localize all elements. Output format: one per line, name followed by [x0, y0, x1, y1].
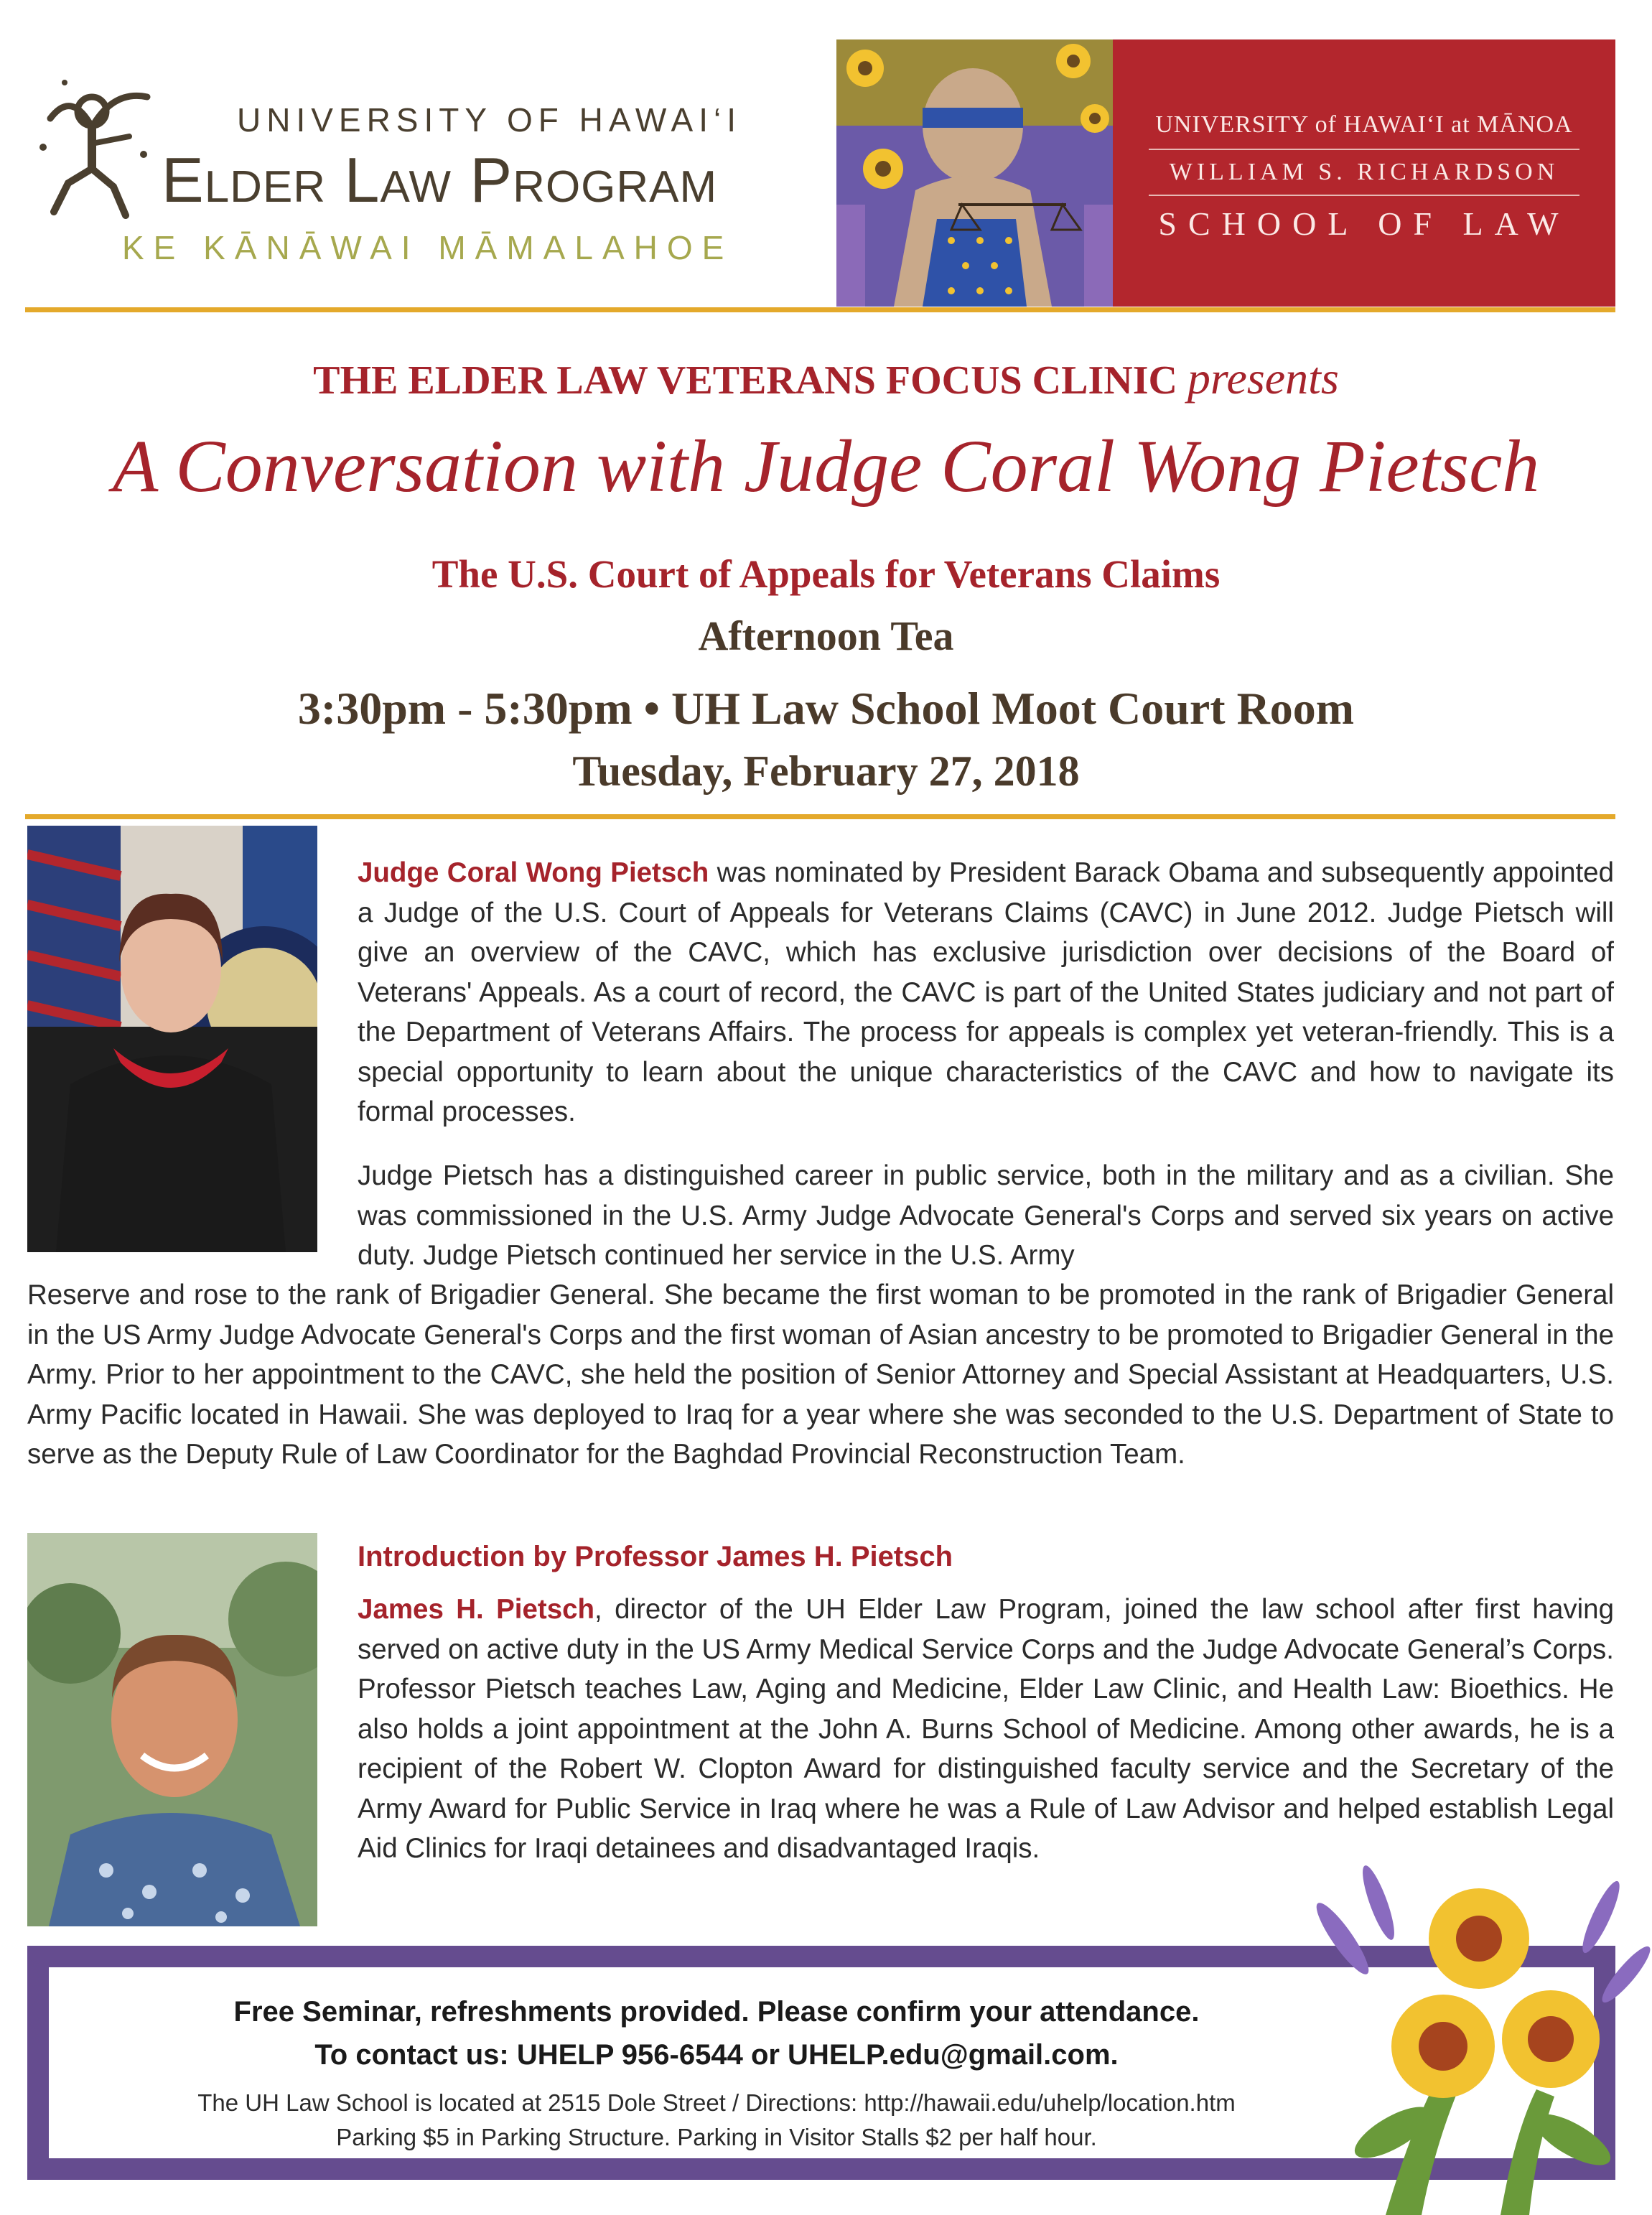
header-divider [25, 307, 1615, 312]
petroglyph-logo-icon [29, 68, 165, 219]
professor-name: James H. Pietsch [358, 1594, 595, 1625]
judge-bio-paragraph-1 [358, 853, 1614, 1132]
lady-justice-illustration [836, 39, 1113, 307]
professor-portrait-illustration [27, 1533, 317, 1926]
title-divider [25, 814, 1615, 819]
directions-info: The UH Law School is located at 2515 Dole Street / Directions: http://hawaii.edu/uhelp/location.htm [197, 2089, 1236, 2116]
judge-bio-paragraph-2-start: Judge Pietsch has a distinguished career in public service, both in the military and as a civilian. She was commissioned in the U.S. Army Judge Advocate General's Corps and served six years on active duty. Judge Pietsch continued her service in the U.S. Army [358, 1160, 1614, 1271]
law-school-banner [1113, 39, 1615, 307]
presenter-name: THE ELDER LAW VETERANS FOCUS CLINIC [313, 358, 1177, 403]
banner-divider [1149, 149, 1579, 150]
seminar-note: Free Seminar, refreshments provided. Please confirm your attendance. [233, 1996, 1200, 2028]
school-university-line: UNIVERSITY of HAWAI‘I at MĀNOA [1155, 111, 1573, 138]
professor-bio-paragraph [358, 1590, 1614, 1869]
judge-portrait-illustration [27, 826, 317, 1252]
presents-word: presents [1187, 353, 1339, 404]
program-university: UNIVERSITY OF HAWAI‘I [237, 101, 742, 139]
justice-artwork [836, 39, 1113, 307]
school-of-law-line: SCHOOL OF LAW [1158, 205, 1570, 242]
professor-bio-text: , director of the UH Elder Law Program, joined the law school after first having served on active duty in the US Army Medical Service Corps and the Judge Advocate General’s Corps. Professor Pietsch teaches Law, Aging and Medicine, Elder Law Clinic, and Health Law: Bioethics. He also holds a joint appointment at the John A. Burns School of Medicine. Among other awards, he is a recipient of the Robert W. Clopton Award for distinguished faculty service and the Secretary of the Army Award for Public Service in Iraq where he was a Rule of Law Advisor and helped establish Legal Aid Clinics for Iraqi detainees and disadvantaged Iraqis. [358, 1594, 1614, 1864]
event-subtitle: Afternoon Tea [698, 612, 954, 659]
judge-bio-paragraph-2-continued: Reserve and rose to the rank of Brigadier General. She became the first woman to be promoted in the rank of Brigadier General in the US Army Judge Advocate General's Corps and the first woman of Asian ancestry to be promoted to Brigadier General in the Army. Prior to her appointment to the CAVC, she held the position of Senior Attorney and Special Assistant at Headquarters, U.S. Army Pacific located in Hawaii. She was deployed to Iraq for a year where she was seconded to the U.S. Department of State to serve as the Deputy Rule of Law Coordinator for the Baghdad Provincial Reconstruction Team. [27, 1279, 1614, 1470]
judge-photo [27, 826, 317, 1252]
banner-divider [1149, 195, 1579, 196]
program-name: Elder Law Program [162, 144, 718, 215]
sunflower-bouquet-icon [1299, 1831, 1652, 2215]
judge-name: Judge Coral Wong Pietsch [358, 857, 709, 888]
parking-info: Parking $5 in Parking Structure. Parking in Visitor Stalls $2 per half hour. [336, 2124, 1097, 2150]
event-title: A Conversation with Judge Coral Wong Pietsch [112, 425, 1540, 508]
event-date: Tuesday, February 27, 2018 [572, 747, 1080, 795]
time-location: 3:30pm - 5:30pm • UH Law School Moot Court Room [297, 683, 1355, 734]
school-name-line: WILLIAM S. RICHARDSON [1169, 159, 1559, 185]
court-name: The U.S. Court of Appeals for Veterans Claims [431, 552, 1221, 596]
professor-photo [27, 1533, 317, 1926]
introduction-heading: Introduction by Professor James H. Pietsch [358, 1541, 953, 1572]
program-motto: KE KĀNĀWAI MĀMALAHOE [122, 229, 734, 266]
contact-info: To contact us: UHELP 956-6544 or UHELP.edu@gmail.com. [314, 2039, 1119, 2071]
judge-bio-text-1: was nominated by President Barack Obama and subsequently appointed a Judge of the U.S. Court of Appeals for Veterans Claims (CAVC) in June 2012. Judge Pietsch will give an overview of the CAVC, which has exclusive jurisdiction over decisions of the Board of Veterans' Appeals. As a court of record, the CAVC is part of the United States judiciary and not part of the Department of Veterans Affairs. The process for appeals is complex yet veteran-friendly. This is a special opportunity to learn about the unique characteristics of the CAVC and how to navigate its formal processes. [358, 857, 1614, 1127]
presenter-line [0, 352, 1652, 405]
